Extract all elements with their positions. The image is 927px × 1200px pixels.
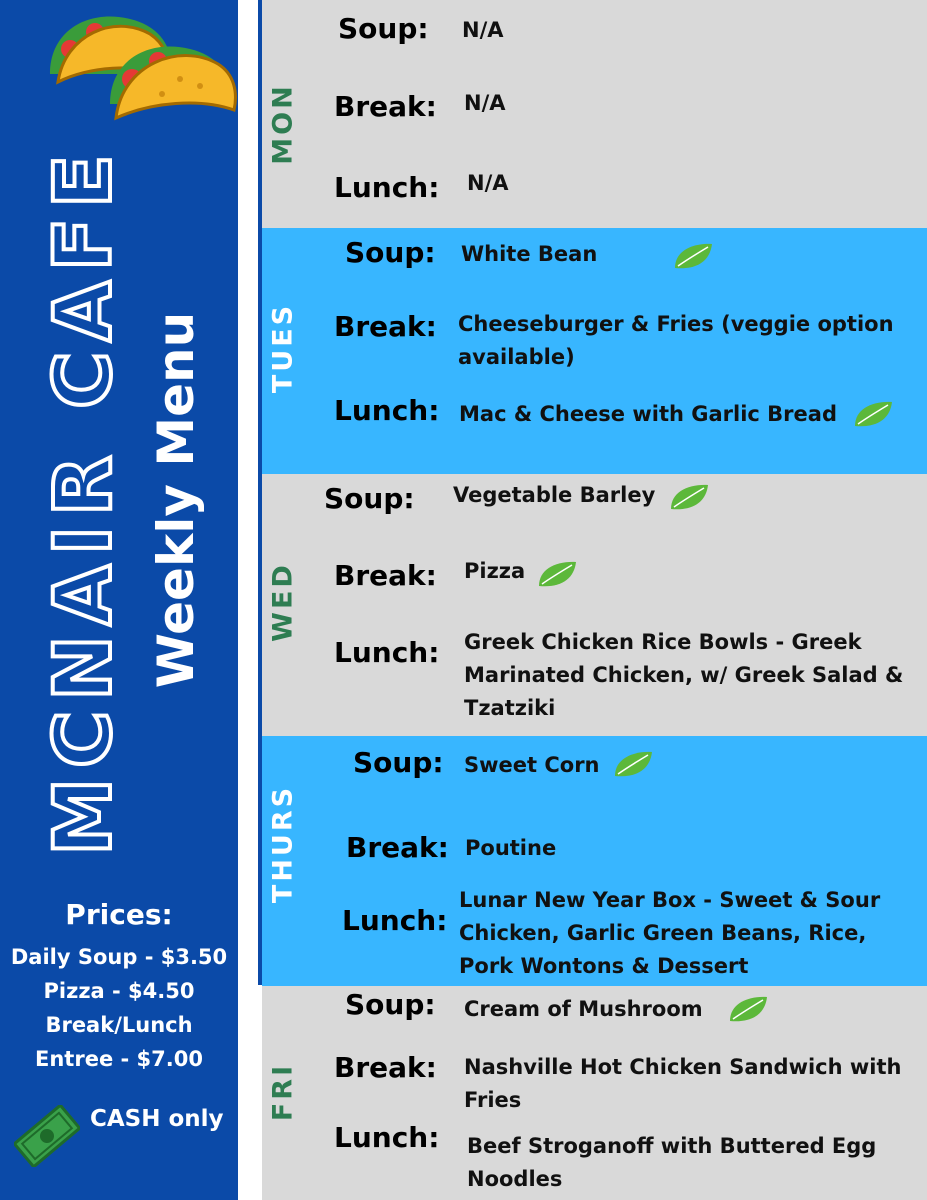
day-label: TUES (267, 302, 299, 394)
break-value: Pizza (464, 559, 526, 583)
break-value: N/A (464, 91, 506, 115)
day-row-tues (262, 228, 927, 474)
lunch-label: Lunch: (342, 904, 448, 937)
soup-value: Cream of Mushroom (464, 997, 703, 1021)
leaf-icon (668, 482, 710, 512)
left-rule (258, 0, 262, 985)
lunch-value: Mac & Cheese with Garlic Bread (459, 402, 837, 426)
day-label: THURS (267, 784, 299, 904)
leaf-icon (727, 994, 769, 1024)
day-row-mon (262, 0, 927, 228)
break-label: Break: (334, 90, 437, 123)
leaf-icon (536, 559, 578, 589)
taco-icon (40, 4, 240, 144)
price-line: Entree - $7.00 (35, 1047, 203, 1071)
leaf-icon (672, 241, 714, 271)
cash-note: CASH only (90, 1106, 224, 1132)
sidebar (0, 0, 238, 1200)
soup-label: Soup: (345, 988, 436, 1021)
day-row-wed (262, 474, 927, 736)
break-label: Break: (334, 1051, 437, 1084)
break-value: Poutine (465, 836, 557, 860)
soup-value: Sweet Corn (464, 753, 600, 777)
price-line: Daily Soup - $3.50 (10, 945, 228, 969)
soup-value: N/A (462, 18, 504, 42)
day-label: MON (267, 83, 299, 165)
money-icon (14, 1105, 80, 1167)
day-row-fri (262, 986, 927, 1200)
soup-label: Soup: (324, 482, 415, 515)
price-line: Break/Lunch (45, 1013, 193, 1037)
break-value: Cheeseburger & Fries (veggie option available) (458, 312, 894, 369)
lunch-value: Lunar New Year Box - Sweet & Sour Chicken, Garlic Green Beans, Rice, Pork Wontons & Dessert (459, 888, 881, 978)
lunch-label: Lunch: (334, 171, 440, 204)
prices-title: Prices: (65, 898, 173, 931)
break-value: Nashville Hot Chicken Sandwich with Fries (464, 1055, 902, 1112)
lunch-value: Greek Chicken Rice Bowls - Greek Marinated Chicken, w/ Greek Salad & Tzatziki (464, 630, 904, 720)
day-label: WED (267, 562, 299, 642)
day-row-thurs (262, 736, 927, 986)
lunch-label: Lunch: (334, 1121, 440, 1154)
lunch-label: Lunch: (334, 636, 440, 669)
break-label: Break: (334, 310, 437, 343)
cafe-name: MCNAIR CAFE (39, 144, 129, 856)
menu-subtitle: Weekly Menu (147, 311, 205, 689)
break-label: Break: (346, 831, 449, 864)
break-label: Break: (334, 559, 437, 592)
leaf-icon (612, 749, 654, 779)
lunch-value: N/A (467, 171, 509, 195)
lunch-value: Beef Stroganoff with Buttered Egg Noodles (467, 1134, 877, 1191)
soup-label: Soup: (353, 746, 444, 779)
soup-label: Soup: (345, 236, 436, 269)
day-label: FRI (267, 1062, 299, 1122)
soup-label: Soup: (338, 12, 429, 45)
soup-value: White Bean (461, 242, 598, 266)
lunch-label: Lunch: (334, 394, 440, 427)
soup-value: Vegetable Barley (453, 483, 656, 507)
divider (238, 0, 258, 1200)
leaf-icon (852, 399, 894, 429)
price-line: Pizza - $4.50 (43, 979, 195, 1003)
